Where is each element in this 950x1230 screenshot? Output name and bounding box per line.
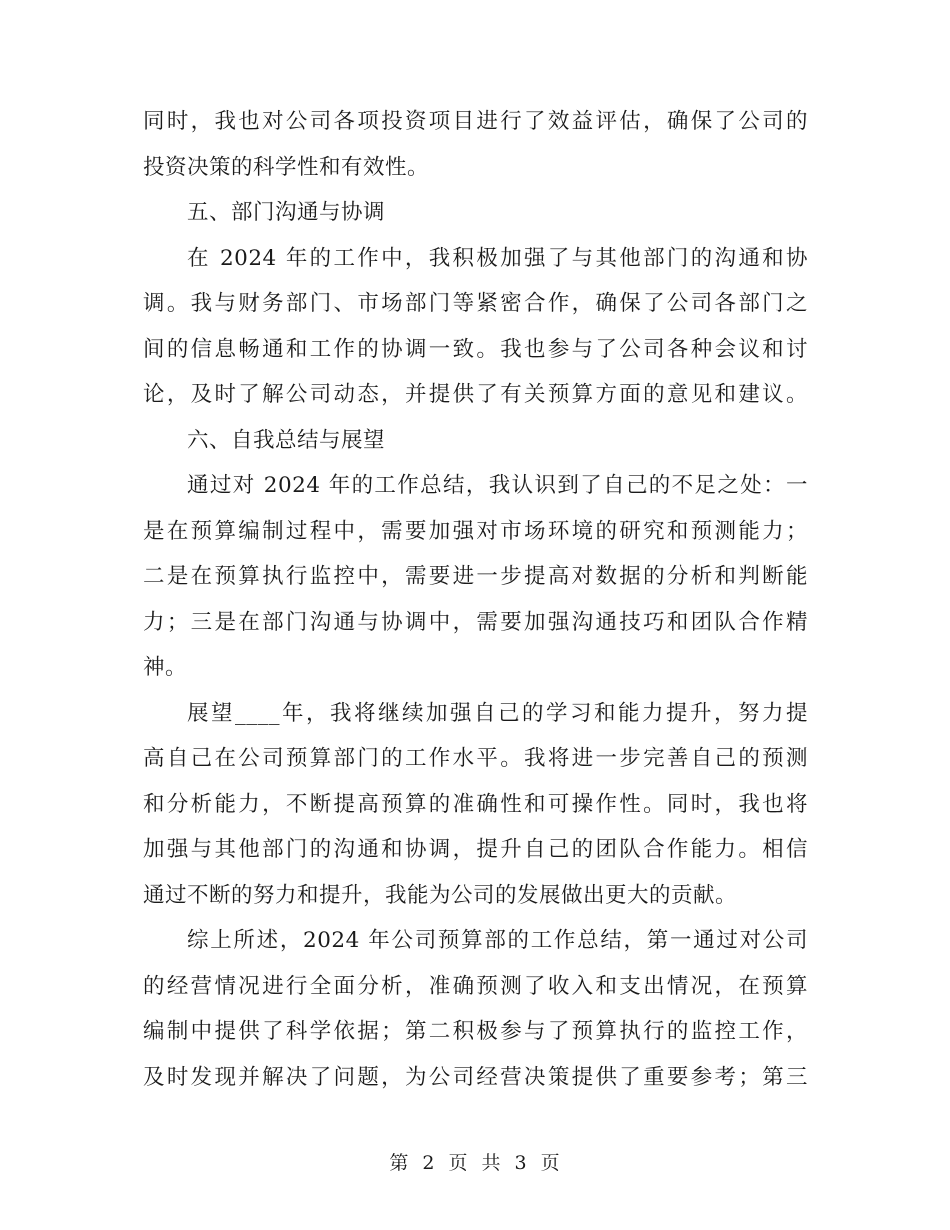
- body-line: 的经营情况进行全面分析，准确预测了收入和支出情况，在预算: [143, 973, 808, 999]
- body-line: 高自己在公司预算部门的工作水平。我将进一步完善自己的预测: [143, 746, 808, 771]
- body-line: 二是在预算执行监控中，需要进一步提高对数据的分析和判断能: [143, 564, 808, 589]
- body-line: 和分析能力，不断提高预算的准确性和可操作性。同时，我也将: [143, 791, 808, 817]
- body-line: 神。: [143, 655, 188, 680]
- paragraph-first-line: 通过对 2024 年的工作总结，我认识到了自己的不足之处：一: [187, 473, 808, 498]
- body-line: 力；三是在部门沟通与协调中，需要加强沟通技巧和团队合作精: [143, 609, 808, 635]
- body-line: 通过不断的努力和提升，我能为公司的发展做出更大的贡献。: [143, 882, 738, 908]
- body-line: 同时，我也对公司各项投资项目进行了效益评估，确保了公司的: [143, 109, 808, 134]
- body-line: 及时发现并解决了问题，为公司经营决策提供了重要参考；第三: [143, 1064, 808, 1090]
- page-number-footer: 第 2 页 共 3 页: [389, 1152, 561, 1174]
- document-body: [143, 99, 808, 1100]
- paragraph-first-line: 展望____年，我将继续加强自己的学习和能力提升，努力提: [187, 700, 808, 726]
- body-line: 间的信息畅通和工作的协调一致。我也参与了公司各种会议和讨: [143, 336, 808, 362]
- paragraph-first-line: 综上所述，2024 年公司预算部的工作总结，第一通过对公司: [187, 928, 808, 953]
- paragraph-first-line: 在 2024 年的工作中，我积极加强了与其他部门的沟通和协: [187, 245, 808, 271]
- section-heading: 五、部门沟通与协调: [187, 200, 386, 225]
- body-line: 加强与其他部门的沟通和协调，提升自己的团队合作能力。相信: [143, 837, 808, 862]
- body-line: 是在预算编制过程中，需要加强对市场环境的研究和预测能力；: [143, 518, 808, 544]
- section-heading: 六、自我总结与展望: [187, 427, 386, 453]
- body-line: 投资决策的科学性和有效性。: [143, 154, 430, 180]
- body-line: 论，及时了解公司动态，并提供了有关预算方面的意见和建议。: [143, 382, 808, 407]
- body-line: 编制中提供了科学依据；第二积极参与了预算执行的监控工作，: [143, 1019, 808, 1044]
- body-line: 调。我与财务部门、市场部门等紧密合作，确保了公司各部门之: [143, 291, 808, 316]
